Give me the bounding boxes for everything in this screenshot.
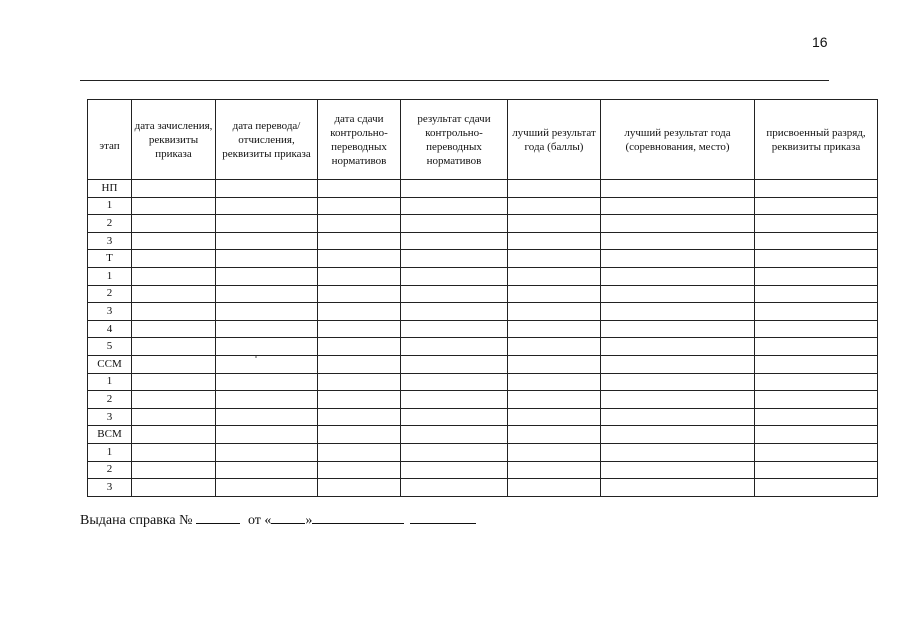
empty-cell[interactable] (132, 461, 216, 479)
empty-cell[interactable] (132, 303, 216, 321)
empty-cell[interactable] (216, 232, 318, 250)
empty-cell[interactable] (601, 408, 755, 426)
empty-cell[interactable] (755, 232, 878, 250)
empty-cell[interactable] (318, 355, 401, 373)
certificate-month-blank[interactable] (312, 509, 404, 524)
empty-cell[interactable] (132, 443, 216, 461)
empty-cell[interactable] (508, 408, 601, 426)
empty-cell[interactable] (601, 373, 755, 391)
empty-cell[interactable] (755, 250, 878, 268)
record-table (87, 99, 878, 497)
empty-cell[interactable] (216, 355, 318, 373)
empty-cell[interactable] (601, 285, 755, 303)
stage-cell: 2 (88, 391, 132, 409)
empty-cell[interactable] (216, 408, 318, 426)
empty-cell[interactable] (601, 320, 755, 338)
empty-cell[interactable] (401, 232, 508, 250)
table-row (88, 267, 878, 285)
empty-cell[interactable] (132, 479, 216, 497)
table-row (88, 461, 878, 479)
table-body (88, 180, 878, 497)
empty-cell[interactable] (755, 461, 878, 479)
empty-cell[interactable] (132, 232, 216, 250)
empty-cell[interactable] (508, 391, 601, 409)
certificate-line (80, 509, 476, 530)
empty-cell[interactable] (401, 426, 508, 444)
empty-cell[interactable] (216, 180, 318, 198)
empty-cell[interactable] (755, 373, 878, 391)
table-row (88, 232, 878, 250)
empty-cell[interactable] (318, 180, 401, 198)
empty-cell[interactable] (401, 373, 508, 391)
stage-cell: 2 (88, 285, 132, 303)
empty-cell[interactable] (132, 197, 216, 215)
empty-cell[interactable] (755, 320, 878, 338)
empty-cell[interactable] (132, 215, 216, 233)
empty-cell[interactable] (216, 461, 318, 479)
open-quote: « (264, 513, 272, 528)
empty-cell[interactable] (216, 391, 318, 409)
empty-cell[interactable] (132, 250, 216, 268)
empty-cell[interactable] (508, 267, 601, 285)
empty-cell[interactable] (755, 408, 878, 426)
empty-cell[interactable] (601, 215, 755, 233)
empty-cell[interactable] (601, 232, 755, 250)
table-row (88, 250, 878, 268)
empty-cell[interactable] (132, 373, 216, 391)
page-number: 16 (812, 34, 828, 50)
empty-cell[interactable] (601, 197, 755, 215)
certificate-from: от (247, 513, 261, 528)
empty-cell[interactable] (216, 303, 318, 321)
table-row (88, 355, 878, 373)
column-header-assigned-rank: присвоенный разряд, реквизиты приказа (755, 100, 878, 180)
empty-cell[interactable] (601, 461, 755, 479)
column-header-best-score: лучший результат года (баллы) (508, 100, 601, 180)
empty-cell[interactable] (318, 408, 401, 426)
empty-cell[interactable] (216, 479, 318, 497)
empty-cell[interactable] (216, 215, 318, 233)
stage-cell: 2 (88, 461, 132, 479)
empty-cell[interactable] (508, 338, 601, 356)
empty-cell[interactable] (401, 443, 508, 461)
empty-cell[interactable] (601, 391, 755, 409)
stage-cell: 2 (88, 215, 132, 233)
empty-cell[interactable] (755, 426, 878, 444)
certificate-label: Выдана справка № (80, 513, 193, 528)
empty-cell[interactable] (318, 303, 401, 321)
column-header-best-competition: лучший результат года (соревнования, место) (601, 100, 755, 180)
column-header-transfer-date: дата перевода/ отчисления, реквизиты приказа (216, 100, 318, 180)
empty-cell[interactable] (318, 426, 401, 444)
empty-cell[interactable] (318, 197, 401, 215)
empty-cell[interactable] (132, 285, 216, 303)
table-row (88, 426, 878, 444)
empty-cell[interactable] (401, 461, 508, 479)
empty-cell[interactable] (601, 250, 755, 268)
stage-cell: 3 (88, 408, 132, 426)
empty-cell[interactable] (508, 303, 601, 321)
empty-cell[interactable] (401, 479, 508, 497)
empty-cell[interactable] (601, 355, 755, 373)
scan-speck (255, 356, 257, 358)
empty-cell[interactable] (132, 355, 216, 373)
empty-cell[interactable] (755, 355, 878, 373)
table-row (88, 408, 878, 426)
empty-cell[interactable] (601, 426, 755, 444)
stage-cell: 3 (88, 303, 132, 321)
column-header-test-date: дата сдачи контрольно-переводных нормативов (318, 100, 401, 180)
stage-cell: НП (88, 180, 132, 198)
stage-cell: 1 (88, 373, 132, 391)
table-row (88, 391, 878, 409)
empty-cell[interactable] (601, 180, 755, 198)
empty-cell[interactable] (508, 426, 601, 444)
empty-cell[interactable] (755, 267, 878, 285)
empty-cell[interactable] (508, 180, 601, 198)
empty-cell[interactable] (508, 285, 601, 303)
empty-cell[interactable] (216, 338, 318, 356)
table-row (88, 215, 878, 233)
empty-cell[interactable] (508, 479, 601, 497)
empty-cell[interactable] (508, 461, 601, 479)
empty-cell[interactable] (318, 479, 401, 497)
empty-cell[interactable] (401, 338, 508, 356)
empty-cell[interactable] (132, 320, 216, 338)
empty-cell[interactable] (401, 355, 508, 373)
column-header-test-result: результат сдачи контрольно-переводных нормативов (401, 100, 508, 180)
table-row (88, 320, 878, 338)
table-row (88, 443, 878, 461)
empty-cell[interactable] (755, 391, 878, 409)
empty-cell[interactable] (508, 250, 601, 268)
empty-cell[interactable] (318, 320, 401, 338)
empty-cell[interactable] (401, 303, 508, 321)
stage-cell: 3 (88, 479, 132, 497)
empty-cell[interactable] (132, 408, 216, 426)
header-rule (80, 80, 829, 81)
empty-cell[interactable] (401, 408, 508, 426)
empty-cell[interactable] (755, 479, 878, 497)
empty-cell[interactable] (755, 338, 878, 356)
empty-cell[interactable] (318, 250, 401, 268)
empty-cell[interactable] (318, 391, 401, 409)
stage-cell: 1 (88, 267, 132, 285)
table-row (88, 303, 878, 321)
empty-cell[interactable] (601, 303, 755, 321)
empty-cell[interactable] (755, 215, 878, 233)
certificate-day-blank[interactable] (271, 509, 305, 524)
empty-cell[interactable] (508, 373, 601, 391)
empty-cell[interactable] (318, 443, 401, 461)
table-row (88, 285, 878, 303)
empty-cell[interactable] (132, 426, 216, 444)
table-row (88, 479, 878, 497)
empty-cell[interactable] (132, 338, 216, 356)
empty-cell[interactable] (216, 320, 318, 338)
table-row (88, 180, 878, 198)
empty-cell[interactable] (508, 215, 601, 233)
stage-cell: 5 (88, 338, 132, 356)
empty-cell[interactable] (755, 285, 878, 303)
empty-cell[interactable] (318, 232, 401, 250)
empty-cell[interactable] (216, 426, 318, 444)
empty-cell[interactable] (755, 443, 878, 461)
empty-cell[interactable] (132, 267, 216, 285)
column-header-enrollment-date: дата зачисления, реквизиты приказа (132, 100, 216, 180)
table-row (88, 373, 878, 391)
empty-cell[interactable] (508, 232, 601, 250)
empty-cell[interactable] (601, 267, 755, 285)
empty-cell[interactable] (755, 197, 878, 215)
table-row (88, 197, 878, 215)
empty-cell[interactable] (401, 250, 508, 268)
empty-cell[interactable] (401, 267, 508, 285)
stage-cell: Т (88, 250, 132, 268)
empty-cell[interactable] (216, 443, 318, 461)
empty-cell[interactable] (216, 373, 318, 391)
empty-cell[interactable] (216, 250, 318, 268)
empty-cell[interactable] (401, 180, 508, 198)
empty-cell[interactable] (601, 479, 755, 497)
column-header-stage: этап (88, 100, 132, 180)
empty-cell[interactable] (601, 338, 755, 356)
empty-cell[interactable] (318, 461, 401, 479)
empty-cell[interactable] (601, 443, 755, 461)
table-row (88, 338, 878, 356)
empty-cell[interactable] (318, 338, 401, 356)
empty-cell[interactable] (508, 443, 601, 461)
stage-cell: 1 (88, 443, 132, 461)
stage-cell: ВСМ (88, 426, 132, 444)
empty-cell[interactable] (318, 267, 401, 285)
empty-cell[interactable] (318, 285, 401, 303)
header-row (88, 100, 878, 180)
empty-cell[interactable] (755, 303, 878, 321)
empty-cell[interactable] (216, 197, 318, 215)
stage-cell: 1 (88, 197, 132, 215)
stage-cell: 4 (88, 320, 132, 338)
certificate-number-blank[interactable] (196, 509, 240, 524)
empty-cell[interactable] (132, 391, 216, 409)
empty-cell[interactable] (401, 285, 508, 303)
empty-cell[interactable] (132, 180, 216, 198)
close-quote: » (305, 513, 313, 528)
empty-cell[interactable] (401, 215, 508, 233)
empty-cell[interactable] (401, 197, 508, 215)
empty-cell[interactable] (508, 355, 601, 373)
empty-cell[interactable] (755, 180, 878, 198)
stage-cell: 3 (88, 232, 132, 250)
empty-cell[interactable] (216, 267, 318, 285)
certificate-year-blank[interactable] (410, 509, 476, 524)
empty-cell[interactable] (401, 320, 508, 338)
empty-cell[interactable] (318, 215, 401, 233)
empty-cell[interactable] (508, 320, 601, 338)
empty-cell[interactable] (401, 391, 508, 409)
stage-cell: ССМ (88, 355, 132, 373)
empty-cell[interactable] (318, 373, 401, 391)
empty-cell[interactable] (216, 285, 318, 303)
empty-cell[interactable] (508, 197, 601, 215)
